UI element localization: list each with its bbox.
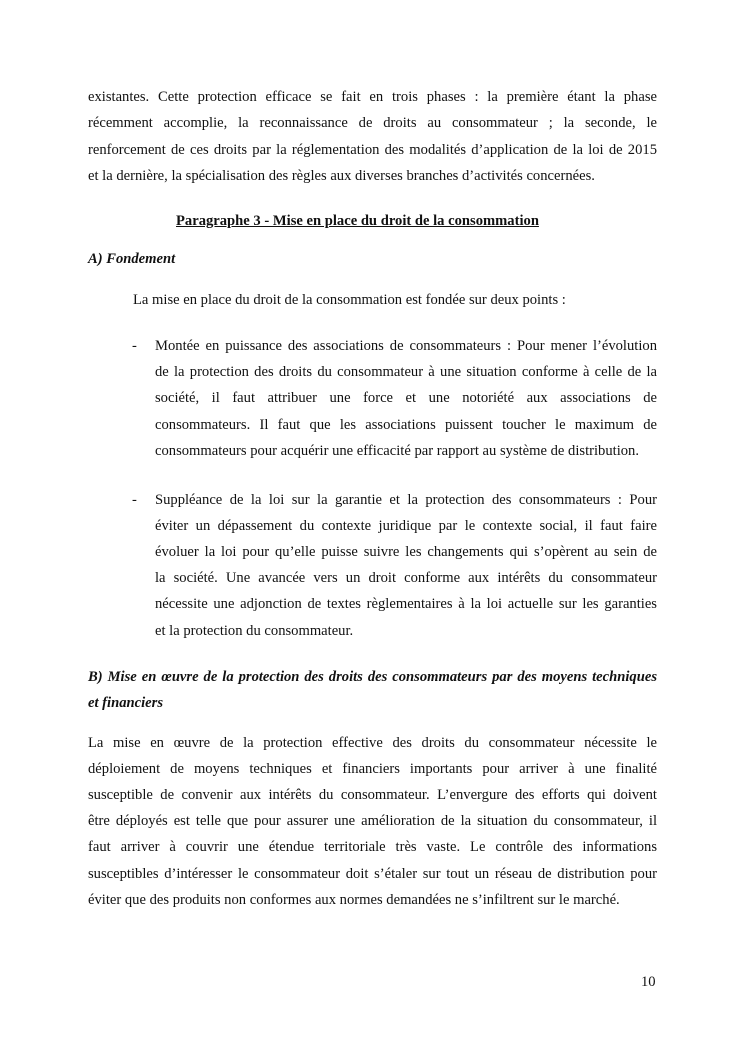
subheading-a: A) Fondement (88, 251, 176, 267)
bullet-line: Montée en puissance des associations de consommateurs : Pour mener l’évolution (155, 338, 657, 354)
paragraph-line: La mise en œuvre de la protection effective des droits du consommateur nécessite le (88, 735, 657, 751)
paragraph-line: déploiement de moyens techniques et financiers importants pour arriver à une finalité (88, 761, 657, 778)
paragraph-line: existantes. Cette protection efficace se fait en trois phases : la première étant la phase (88, 89, 657, 105)
bullet-line: la société. Une avancée vers un droit conforme aux intérêts du consommateur (155, 570, 657, 587)
bullet-line: consommateurs pour acquérir une efficacité par rapport au système de distribution. (155, 442, 639, 459)
paragraph-line: renforcement de ces droits par la réglementation des modalités d’application de la loi de 2015 (88, 141, 657, 158)
subheading-b-line: et financiers (88, 695, 163, 711)
bullet-marker: - (132, 492, 137, 508)
bullet-line: société, il faut attribuer une force et une notoriété aux associations de (155, 390, 657, 407)
paragraph-line: éviter que des produits non conformes aux normes demandées ne s’infiltrent sur le marché. (88, 891, 620, 908)
paragraph-line: susceptible de convenir aux intérêts du consommateur. L’envergure des efforts qui doivent (88, 787, 657, 804)
intro-text: La mise en place du droit de la consommation est fondée sur deux points : (133, 292, 566, 308)
paragraph-line: être déployés est telle que pour assurer une amélioration de la situation du consommateur, il (88, 813, 657, 830)
page-number: 10 (641, 974, 656, 990)
paragraph-line: récemment accomplie, la reconnaissance de droits au consommateur ; la seconde, le (88, 115, 657, 132)
section-heading: Paragraphe 3 - Mise en place du droit de la consommation (176, 213, 539, 229)
bullet-line: éviter un dépassement du contexte juridique par le contexte social, il faut faire (155, 518, 657, 535)
bullet-line: nécessite une adjonction de textes règlementaires à la loi actuelle sur les garanties (155, 596, 657, 613)
paragraph-line: faut arriver à couvrir une étendue territoriale très vaste. Le contrôle des informations (88, 839, 657, 856)
subheading-b-line: B) Mise en œuvre de la protection des droits des consommateurs par des moyens techniques (88, 669, 657, 685)
paragraph-line: susceptibles d’intéresser le consommateur doit s’étaler sur tout un réseau de distribution pour (88, 865, 657, 882)
bullet-line: consommateurs. Il faut que les associations puissent toucher le maximum de (155, 416, 657, 433)
bullet-line: évoluer la loi pour qu’elle puisse suivre les changements qui s’opèrent au sein de (155, 544, 657, 561)
bullet-line: de la protection des droits du consommateur à une situation conforme à celle de la (155, 364, 657, 381)
paragraph-line: et la dernière, la spécialisation des règles aux diverses branches d’activités concernées. (88, 167, 595, 184)
bullet-marker: - (132, 338, 137, 354)
bullet-line: Suppléance de la loi sur la garantie et la protection des consommateurs : Pour (155, 492, 657, 508)
bullet-line: et la protection du consommateur. (155, 622, 354, 639)
